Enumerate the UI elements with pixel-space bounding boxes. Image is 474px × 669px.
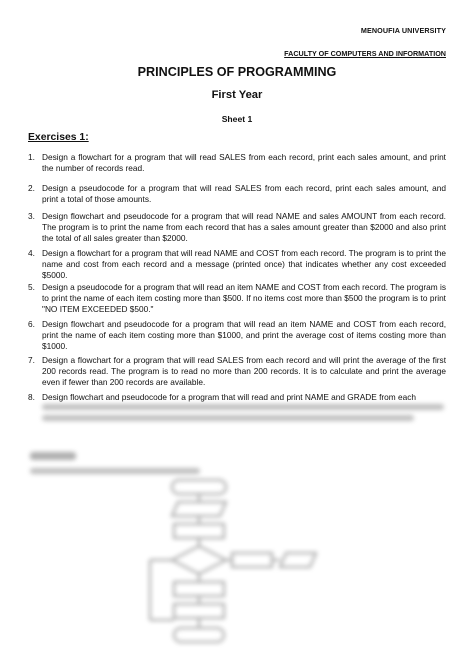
exercise-number: 6. [28, 319, 35, 329]
exercise-number: 2. [28, 183, 35, 193]
exercise-number: 5. [28, 282, 35, 292]
faculty-name: FACULTY OF COMPUTERS AND INFORMATION [284, 49, 446, 58]
exercises-heading: Exercises 1: [28, 132, 89, 143]
exercise-number: 1. [28, 152, 35, 162]
flowchart-terminal [174, 628, 224, 642]
university-name: MENOUFIA UNIVERSITY [360, 26, 446, 35]
exercise-text: Design a pseudocode for a program that will read SALES from each record, print each sales amount, and print a total of those amounts. [42, 183, 446, 204]
exercise-text: Design flowchart and pseudocode for a program that will read an item NAME and COST from each record, print the name of each item costing more than $1000, and print the average cost of items costing more than $1000. [42, 319, 446, 351]
flowchart-process [174, 582, 224, 596]
exercise-number: 7. [28, 355, 35, 365]
flowchart-process [232, 553, 272, 567]
flowchart-terminal [172, 480, 226, 494]
exercise-text: Design flowchart and pseudocode for a program that will read NAME and sales AMOUNT from each record. The program is to print the name from each record that has a sales amount greater than $2000 and also print the total of all sales greater than $2000. [42, 211, 446, 243]
flowchart-process [174, 524, 224, 538]
exercise-number: 4. [28, 248, 35, 258]
exercise-text: Design a pseudocode for a program that will read an item NAME and COST from each record. The program is to print the name of each item costing more than $500. If no items cost more than $500 the program is to print "NO ITEM EXCEEDED $500." [42, 282, 446, 314]
document-title: PRINCIPLES OF PROGRAMMING [137, 65, 337, 79]
sheet-label: Sheet 1 [221, 114, 253, 124]
exercise-number: 8. [28, 392, 35, 402]
exercise-text: Design flowchart and pseudocode for a program that will read and print NAME and GRADE from each [42, 392, 417, 402]
exercise-text: Design a flowchart for a program that will read SALES from each record, print each sales amount, and print the number of records read. [42, 152, 446, 173]
exercise-text: Design a flowchart for a program that will read NAME and COST from each record. The program is to print the name and cost from each record and a message (printed once) that indicates whether any cost exceeded $5000. [42, 248, 446, 280]
flowchart-io [172, 502, 226, 516]
flowchart-io [280, 553, 316, 567]
document-year: First Year [211, 89, 263, 101]
flowchart-decision [172, 546, 226, 574]
flowchart-process [174, 604, 224, 618]
exercise-text: Design a flowchart for a program that will read SALES from each record and will print the average of the first 200 records read. The program is to read no more than 200 records. It is to calculate and print the average even if fewer than 200 records are available. [42, 355, 446, 387]
exercise-number: 3. [28, 211, 35, 221]
